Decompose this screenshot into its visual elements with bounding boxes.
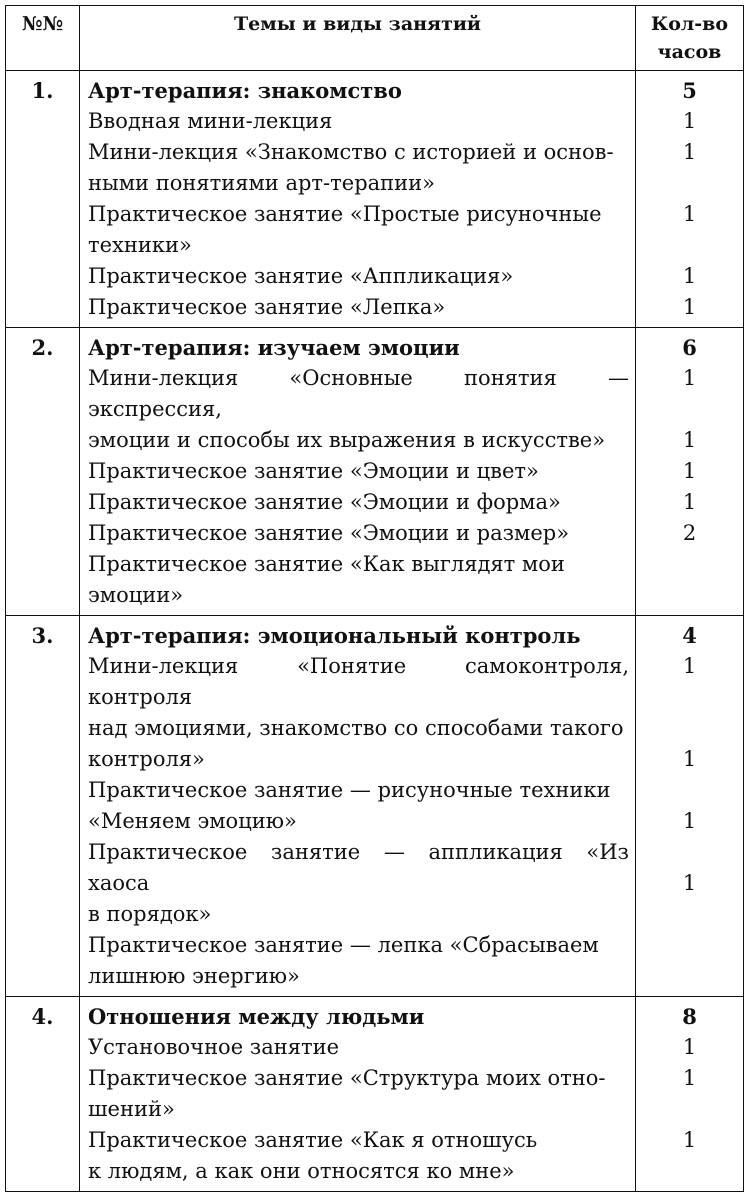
section-number xyxy=(6,616,80,997)
header-hours-line1: Кол-во xyxy=(650,13,729,35)
topic-line: Мини-лекция «Понятие самоконтроля, контроля xyxy=(88,654,629,709)
section-row xyxy=(6,71,744,328)
header-hours xyxy=(636,6,744,71)
hours-spacer xyxy=(636,1094,743,1125)
section-number-text: 3. xyxy=(31,623,54,648)
hours-spacer xyxy=(636,775,743,806)
topic-line: Мини-лекция «Основные понятия — экспрессия, xyxy=(88,366,629,421)
section-hours xyxy=(636,71,744,328)
section-hours xyxy=(636,328,744,616)
section-total-hours: 6 xyxy=(682,335,697,360)
hours-value: 1 xyxy=(682,809,697,833)
topic-line: Практическое занятие «Простые рисуночные xyxy=(88,202,602,226)
topic-line: Практическое занятие — лепка «Сбрасываем xyxy=(88,933,599,957)
section-title: Арт-терапия: эмоциональный контроль xyxy=(88,623,581,648)
header-hours-line2: часов xyxy=(657,41,722,63)
topic-line: Практическое занятие «Аппликация» xyxy=(88,264,514,288)
section-row xyxy=(6,997,744,1192)
hours-value: 1 xyxy=(682,459,697,483)
topic-line: «Меняем эмоцию» xyxy=(88,809,297,833)
curriculum-table xyxy=(5,5,744,1192)
hours-spacer xyxy=(636,899,743,930)
hours-value: 1 xyxy=(682,109,697,133)
section-topics xyxy=(80,616,636,997)
hours-value: 1 xyxy=(682,295,697,319)
hours-value: 1 xyxy=(682,1128,697,1152)
topic-line: Практическое занятие «Эмоции и цвет» xyxy=(88,459,539,483)
topic-line: Практическое занятие — рисуночные техники xyxy=(88,778,611,802)
hours-value: 1 xyxy=(682,490,697,514)
topic-line: Практическое занятие «Эмоции и форма» xyxy=(88,490,561,514)
topic-line: ными понятиями арт-терапии» xyxy=(88,171,435,195)
section-number-text: 1. xyxy=(31,78,54,103)
topic-line: над эмоциями, знакомство со способами такого xyxy=(88,716,624,740)
section-title: Отношения между людьми xyxy=(88,1004,425,1029)
hours-value: 2 xyxy=(682,521,697,545)
section-row xyxy=(6,328,744,616)
topic-line: Практическое занятие — аппликация «Из хаоса xyxy=(88,840,629,895)
topic-line: Вводная мини-лекция xyxy=(88,109,333,133)
section-hours xyxy=(636,997,744,1192)
topic-line: лишнюю энергию» xyxy=(88,964,300,988)
section-title: Арт-терапия: изучаем эмоции xyxy=(88,335,460,360)
section-total-hours: 8 xyxy=(682,1004,697,1029)
topic-line: Практическое занятие «Как выглядят мои эмоции» xyxy=(88,552,565,607)
header-row xyxy=(6,6,744,71)
hours-value: 1 xyxy=(682,1066,697,1090)
hours-value: 1 xyxy=(682,871,697,895)
section-title: Арт-терапия: знакомство xyxy=(88,78,402,103)
hours-spacer xyxy=(636,1156,743,1187)
hours-value: 1 xyxy=(682,140,697,164)
hours-value: 1 xyxy=(682,747,697,771)
hours-spacer xyxy=(636,837,743,868)
hours-value: 1 xyxy=(682,654,697,678)
topic-line: техники» xyxy=(88,233,192,257)
hours-value: 1 xyxy=(682,264,697,288)
topic-line: Мини-лекция «Знакомство с историей и основ- xyxy=(88,140,614,164)
hours-spacer xyxy=(636,713,743,744)
hours-spacer xyxy=(636,230,743,261)
hours-spacer xyxy=(636,394,743,425)
hours-value: 1 xyxy=(682,1035,697,1059)
section-topics xyxy=(80,328,636,616)
topic-line: к людям, а как они относятся ко мне» xyxy=(88,1159,515,1183)
topic-line: Практическое занятие «Эмоции и размер» xyxy=(88,521,570,545)
section-number xyxy=(6,328,80,616)
topic-line: Практическое занятие «Структура моих отно- xyxy=(88,1066,606,1090)
hours-spacer xyxy=(636,168,743,199)
section-topics xyxy=(80,71,636,328)
section-topics xyxy=(80,997,636,1192)
section-row xyxy=(6,616,744,997)
hours-spacer xyxy=(636,682,743,713)
topic-line: Практическое занятие «Как я отношусь xyxy=(88,1128,538,1152)
hours-value: 1 xyxy=(682,202,697,226)
section-total-hours: 5 xyxy=(682,78,697,103)
section-number xyxy=(6,997,80,1192)
section-number-text: 4. xyxy=(31,1004,54,1029)
hours-value: 1 xyxy=(682,428,697,452)
topic-line: эмоции и способы их выражения в искусстве» xyxy=(88,428,606,452)
header-num: №№ xyxy=(6,6,80,71)
section-number xyxy=(6,71,80,328)
topic-line: шений» xyxy=(88,1097,175,1121)
section-total-hours: 4 xyxy=(682,623,697,648)
section-hours xyxy=(636,616,744,997)
table-body xyxy=(6,71,744,1192)
section-number-text: 2. xyxy=(31,335,54,360)
topic-line: в порядок» xyxy=(88,902,212,926)
header-topic: Темы и виды занятий xyxy=(80,6,636,71)
hours-value: 1 xyxy=(682,366,697,390)
topic-line: Установочное занятие xyxy=(88,1035,340,1059)
topic-line: Практическое занятие «Лепка» xyxy=(88,295,446,319)
document-page xyxy=(5,5,743,1192)
topic-line: контроля» xyxy=(88,747,205,771)
